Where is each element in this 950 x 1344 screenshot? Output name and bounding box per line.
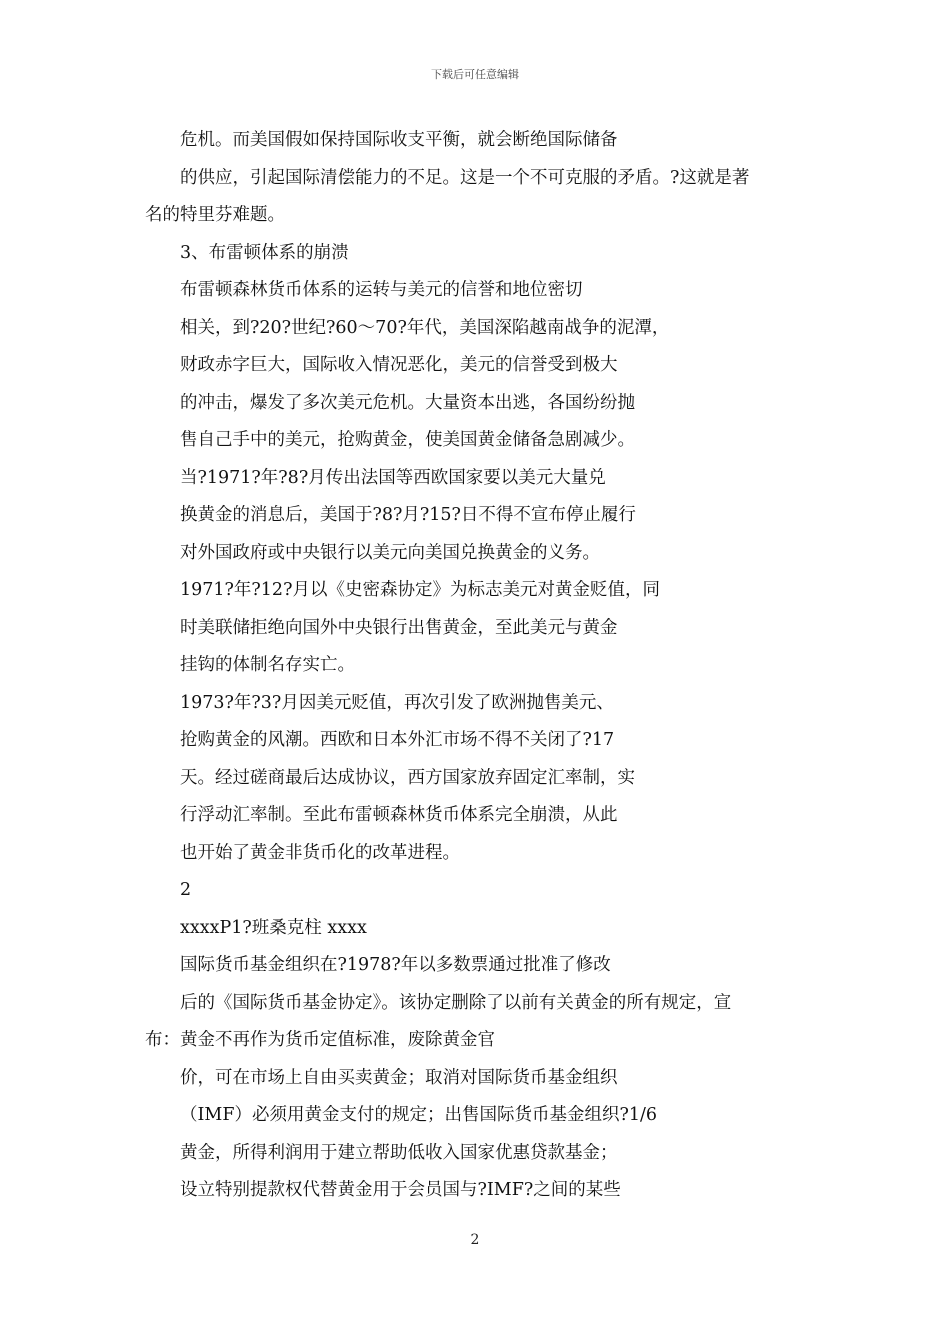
text-line: 抢购黄金的风潮。西欧和日本外汇市场不得不关闭了?17 xyxy=(180,730,615,750)
text-line: 黄金，所得利润用于建立帮助低收入国家优惠贷款基金； xyxy=(180,1142,618,1163)
text-line: 挂钩的体制名存实亡。 xyxy=(180,655,355,675)
text-line: 2 xyxy=(180,880,192,900)
text-line: 3、布雷顿体系的崩溃 xyxy=(180,242,349,263)
document-body xyxy=(145,122,815,1210)
text-line: 时美联储拒绝向国外中央银行出售黄金，至此美元与黄金 xyxy=(180,617,618,638)
page-header: 下载后可任意编辑 xyxy=(431,68,519,81)
text-line: （IMF）必须用黄金支付的规定；出售国际货币基金组织?1/6 xyxy=(180,1105,658,1125)
text-line: 布：黄金不再作为货币定值标准，废除黄金官 xyxy=(145,1030,495,1050)
text-line: 售自己手中的美元，抢购黄金，使美国黄金储备急剧减少。 xyxy=(180,430,635,450)
text-line: 也开始了黄金非货币化的改革进程。 xyxy=(180,842,460,863)
text-line: 价，可在市场上自由买卖黄金；取消对国际货币基金组织 xyxy=(180,1067,618,1088)
text-line: 的供应，引起国际清偿能力的不足。这是一个不可克服的矛盾。?这就是著 xyxy=(180,167,750,188)
text-line: 1971?年?12?月以《史密森协定》为标志美元对黄金贬值，同 xyxy=(180,580,660,600)
text-line: 的冲击，爆发了多次美元危机。大量资本出逃，各国纷纷抛 xyxy=(180,392,635,413)
page-number: 2 xyxy=(470,1232,480,1248)
text-line: 布雷顿森林货币体系的运转与美元的信誉和地位密切 xyxy=(180,280,583,300)
text-line: 天。经过磋商最后达成协议，西方国家放弃固定汇率制，实 xyxy=(180,767,635,788)
text-line: 相关，到?20?世纪?60～70?年代，美国深陷越南战争的泥潭， xyxy=(180,317,670,338)
text-line: 财政赤字巨大，国际收入情况恶化，美元的信誉受到极大 xyxy=(180,355,618,375)
text-line: 国际货币基金组织在?1978?年以多数票通过批准了修改 xyxy=(180,955,611,975)
text-line: 名的特里芬难题。 xyxy=(145,205,285,225)
text-line: 对外国政府或中央银行以美元向美国兑换黄金的义务。 xyxy=(180,542,600,563)
text-line: 行浮动汇率制。至此布雷顿森林货币体系完全崩溃，从此 xyxy=(180,805,618,825)
text-line: 危机。而美国假如保持国际收支平衡，就会断绝国际储备 xyxy=(180,130,618,150)
text-line: 后的《国际货币基金协定》。该协定删除了以前有关黄金的所有规定，宣 xyxy=(180,992,732,1013)
text-line: 当?1971?年?8?月传出法国等西欧国家要以美元大量兑 xyxy=(180,467,606,488)
text-line: xxxxP1?班桑克柱 xxxx xyxy=(180,917,367,938)
text-line: 换黄金的消息后，美国于?8?月?15?日不得不宣布停止履行 xyxy=(180,505,636,525)
text-line: 1973?年?3?月因美元贬值，再次引发了欧洲抛售美元、 xyxy=(180,692,614,713)
text-line: 设立特别提款权代替黄金用于会员国与?IMF?之间的某些 xyxy=(180,1180,621,1200)
